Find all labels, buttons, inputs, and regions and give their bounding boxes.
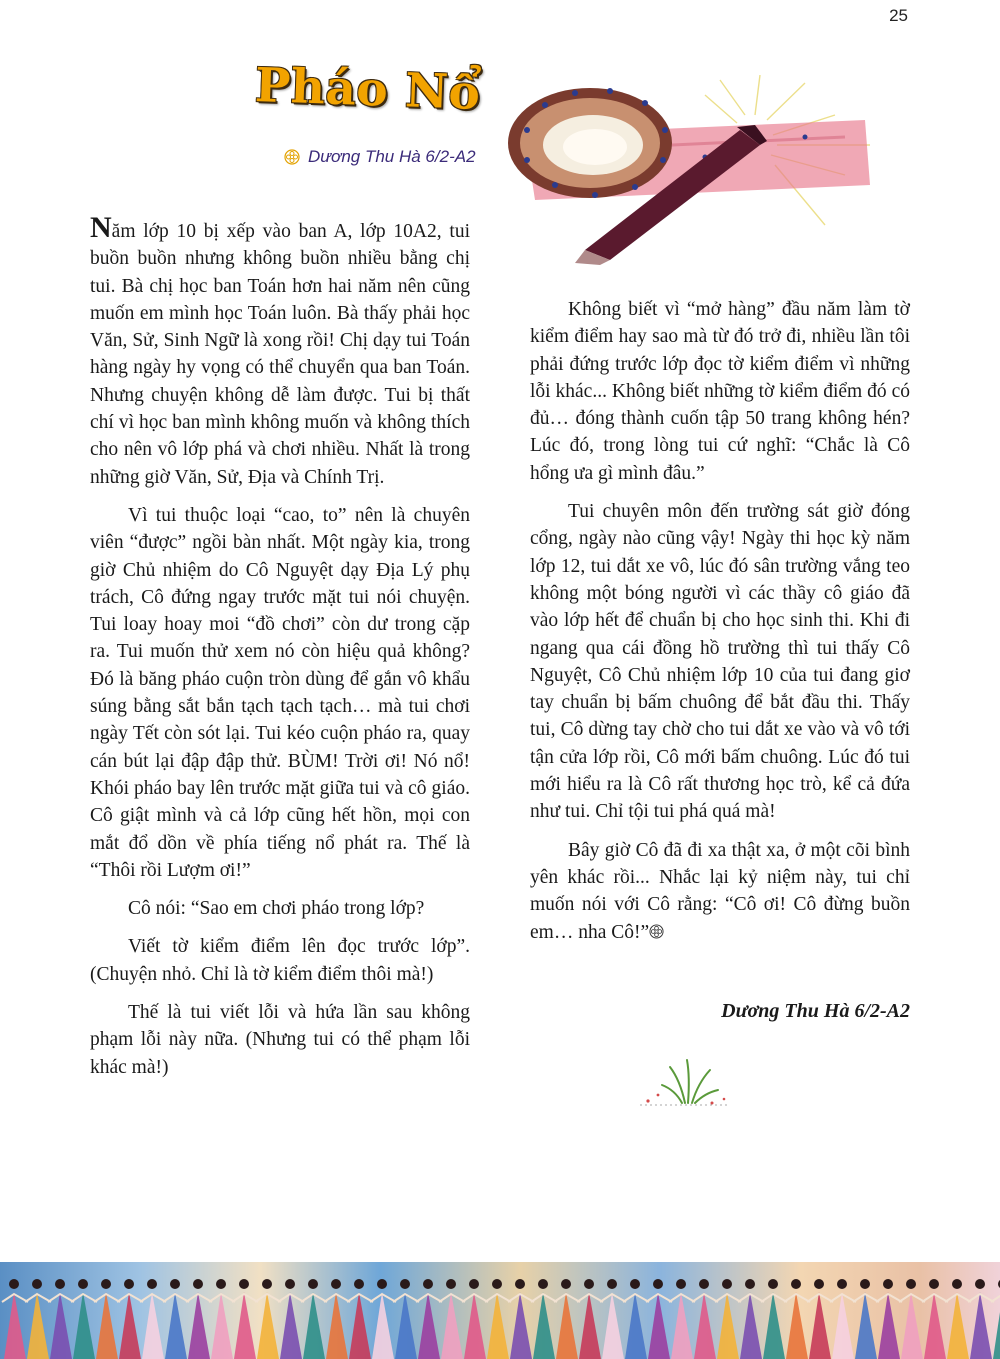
dancer-dress: [625, 1292, 647, 1359]
dancer-dress: [372, 1292, 394, 1359]
dancer-head: [952, 1279, 962, 1289]
dancer-head: [561, 1279, 571, 1289]
dancer-head: [722, 1279, 732, 1289]
dancer-dress: [349, 1292, 371, 1359]
page-number: 25: [889, 6, 908, 25]
paragraph: [90, 211, 470, 491]
left-column: [90, 211, 470, 1092]
paragraph: Viết tờ kiểm điểm lên đọc trước lớp”. (Chuyện nhỏ. Chỉ là tờ kiểm điểm thôi mà!): [90, 936, 470, 985]
paragraph: Cô nói: “Sao em chơi pháo trong lớp?: [128, 898, 425, 920]
dancer-dress: [901, 1292, 923, 1359]
dancer-head: [768, 1279, 778, 1289]
dancer-head: [837, 1279, 847, 1289]
grass-sprig-icon: [640, 1055, 730, 1110]
dancer-dress: [211, 1292, 233, 1359]
dancer-head: [55, 1279, 65, 1289]
dancer-head: [124, 1279, 134, 1289]
paragraph: Tui chuyên môn đến trường sát giờ đóng cổng, ngày nào cũng vậy! Ngày thi học kỳ năm lớp 12, tui dắt xe vô, lúc đó sân trường vắng teo không một bóng người vì các thầy cô giáo đã vào lớp hết để chuẩn bị cho học sinh thi. Khi đi ngang qua cái đồng hồ trường thì tui thấy Cô Nguyệt, Cô Chủ nhiệm lớp 10 của tui đang giơ tay chuẩn bị bấm chuông để bắt đầu thi. Thấy tui, Cô dừng tay chờ cho tui dắt xe vào và vô tới tận cửa lớp rồi, Cô mới bấm chuông. Lúc đó tui mới hiểu ra là Cô rất thương học trò, kể cả đứa như tui. Chỉ tội tui phá quá mà!: [530, 501, 910, 823]
dancer-dress: [142, 1292, 164, 1359]
dancer-head: [78, 1279, 88, 1289]
dancer-head: [147, 1279, 157, 1289]
dancer-dress: [602, 1292, 624, 1359]
dancer-dress: [234, 1292, 256, 1359]
footer-banner: [0, 1262, 1000, 1359]
dancer-head: [331, 1279, 341, 1289]
dancer-head: [630, 1279, 640, 1289]
firecracker-illustration: [505, 75, 885, 265]
dancer-head: [101, 1279, 111, 1289]
dancer-head: [239, 1279, 249, 1289]
dancer-head: [814, 1279, 824, 1289]
dancer-head: [262, 1279, 272, 1289]
dancer-arms: [991, 1294, 1000, 1302]
dancer-dress: [855, 1292, 877, 1359]
dancer-dress: [832, 1292, 854, 1359]
dancer-head: [308, 1279, 318, 1289]
dancer-dress: [418, 1292, 440, 1359]
dancer-dress: [4, 1292, 26, 1359]
dancer-head: [538, 1279, 548, 1289]
dancer-dress: [73, 1292, 95, 1359]
dancer-head: [975, 1279, 985, 1289]
dancer-dress: [648, 1292, 670, 1359]
dancer-head: [653, 1279, 663, 1289]
dancer-dress: [50, 1292, 72, 1359]
author-name: Dương Thu Hà 6/2-A2: [308, 147, 476, 166]
dancer-dress: [809, 1292, 831, 1359]
paragraph: Vì tui thuộc loại “cao, to” nên là chuyên viên “được” ngồi bàn nhất. Một ngày kia, trong giờ Chủ nhiệm do Cô Nguyệt dạy Địa Lý phụ trách, Cô đứng ngay trước mặt tui nói chuyện. Tui loay hoay moi “đồ chơi” còn dư trong cặp ra. Tui muốn thử xem nó còn hiệu quả không? Đó là băng pháo cuộn tròn dùng để gắn vô khẩu súng bằng sắt bắn tạch tạch tạch… mà tui chơi ngày Tết còn sót lại. Tui kéo cuộn pháo ra, quay cán bút lại đập đập thử. BÙM! Trời ơi! Nó nổ! Khói pháo bay lên trước mặt giữa tui và cô giáo. Cô giật mình và cả lớp cũng hết hồn, mọi con mắt đổ dồn về phía tiếng nổ phát ra. Thế là “Thôi rồi Lượm ơi!”: [90, 504, 470, 881]
dancer-dress: [303, 1292, 325, 1359]
dancer-head: [423, 1279, 433, 1289]
author-byline: [284, 147, 476, 167]
flower-icon: [284, 149, 300, 165]
dancer-head: [400, 1279, 410, 1289]
dancer-dress: [740, 1292, 762, 1359]
dancer-dress: [924, 1292, 946, 1359]
signature: Dương Thu Hà 6/2-A2: [721, 1000, 910, 1022]
paragraph: Không biết vì “mở hàng” đầu năm làm tờ kiểm điểm hay sao mà từ đó trở đi, nhiều lần tôi phải đứng trước lớp đọc tờ kiểm điểm vì những lỗi khác... Không biết những tờ kiểm điểm đó có đủ… đóng thành cuốn tập 50 trang không hén? Lúc đó, trong lòng tui cứ nghĩ: “Chắc là Cô hổng ưa gì mình đâu.”: [530, 299, 910, 484]
dancer-head: [676, 1279, 686, 1289]
dancer-dress: [786, 1292, 808, 1359]
dancer-dress: [533, 1292, 555, 1359]
dancer-dress: [119, 1292, 141, 1359]
dancer-dress: [257, 1292, 279, 1359]
dancer-dress: [510, 1292, 532, 1359]
dancer-head: [170, 1279, 180, 1289]
paragraph: [530, 837, 910, 946]
dancer-head: [584, 1279, 594, 1289]
paragraph: Thế là tui viết lỗi và hứa lần sau không phạm lỗi này nữa. (Nhưng tui có thể phạm lỗi khác mà!): [90, 1002, 470, 1078]
dancer-dress: [878, 1292, 900, 1359]
article-title: Pháo Nổ: [254, 58, 482, 121]
paragraph-text: ăm lớp 10 bị xếp vào ban A, lớp 10A2, tui buồn buồn nhưng không buồn nhiều bằng chị tui. Bà chị học ban Toán hơn hai năm nên cũng muốn em mình học Toán luôn. Bà thấy phải học Văn, Sử, Sinh Ngữ là xong rồi! Chị dạy tui Toán hàng ngày hy vọng có thể chuyển qua ban Toán. Nhưng chuyện không dễ làm được. Tui bị thất chí vì học ban mình không muốn và không thích cho nên vô lớp phá và chơi nhiều. Nhất là trong những giờ Văn, Sử, Địa và Chính Trị.: [90, 221, 470, 488]
dancer-dress: [27, 1292, 49, 1359]
dancer-dress: [96, 1292, 118, 1359]
paragraph-text: Bây giờ Cô đã đi xa thật xa, ở một cõi bình yên khác rồi... Nhắc lại kỷ niệm này, tui chỉ muốn nói với Cô rằng: “Cô ơi! Cô đừng buồn em… nha Cô!”: [530, 839, 910, 943]
dancer-dress: [694, 1292, 716, 1359]
dancer-dress: [280, 1292, 302, 1359]
dancer-head: [906, 1279, 916, 1289]
dancer-dress: [993, 1292, 1000, 1359]
dancer-dress: [763, 1292, 785, 1359]
dancer-head: [32, 1279, 42, 1289]
dancer-dress: [395, 1292, 417, 1359]
dancer-head: [216, 1279, 226, 1289]
dancer-head: [193, 1279, 203, 1289]
dancer-dress: [188, 1292, 210, 1359]
dancer-head: [699, 1279, 709, 1289]
dancer-head: [492, 1279, 502, 1289]
dancer-dress: [165, 1292, 187, 1359]
dancer-dress: [487, 1292, 509, 1359]
dancer-dress: [556, 1292, 578, 1359]
dancer-head: [791, 1279, 801, 1289]
dancer-dress: [441, 1292, 463, 1359]
dancer-head: [354, 1279, 364, 1289]
right-column: [530, 296, 910, 957]
dancer-head: [929, 1279, 939, 1289]
dancer-head: [469, 1279, 479, 1289]
dancer-dress: [464, 1292, 486, 1359]
dancer-head: [377, 1279, 387, 1289]
dancer-dress: [947, 1292, 969, 1359]
dancer-head: [446, 1279, 456, 1289]
dancer-head: [883, 1279, 893, 1289]
dropcap: N: [90, 211, 112, 244]
dancer-head: [860, 1279, 870, 1289]
dancer-head: [745, 1279, 755, 1289]
dancer-dress: [717, 1292, 739, 1359]
dancer-head: [285, 1279, 295, 1289]
dancer-head: [607, 1279, 617, 1289]
dancer-head: [9, 1279, 19, 1289]
end-flower-icon: [649, 924, 664, 939]
dancer-dress: [326, 1292, 348, 1359]
dancer-dress: [671, 1292, 693, 1359]
dancer-dress: [970, 1292, 992, 1359]
dancer-head: [515, 1279, 525, 1289]
dancer-dress: [579, 1292, 601, 1359]
